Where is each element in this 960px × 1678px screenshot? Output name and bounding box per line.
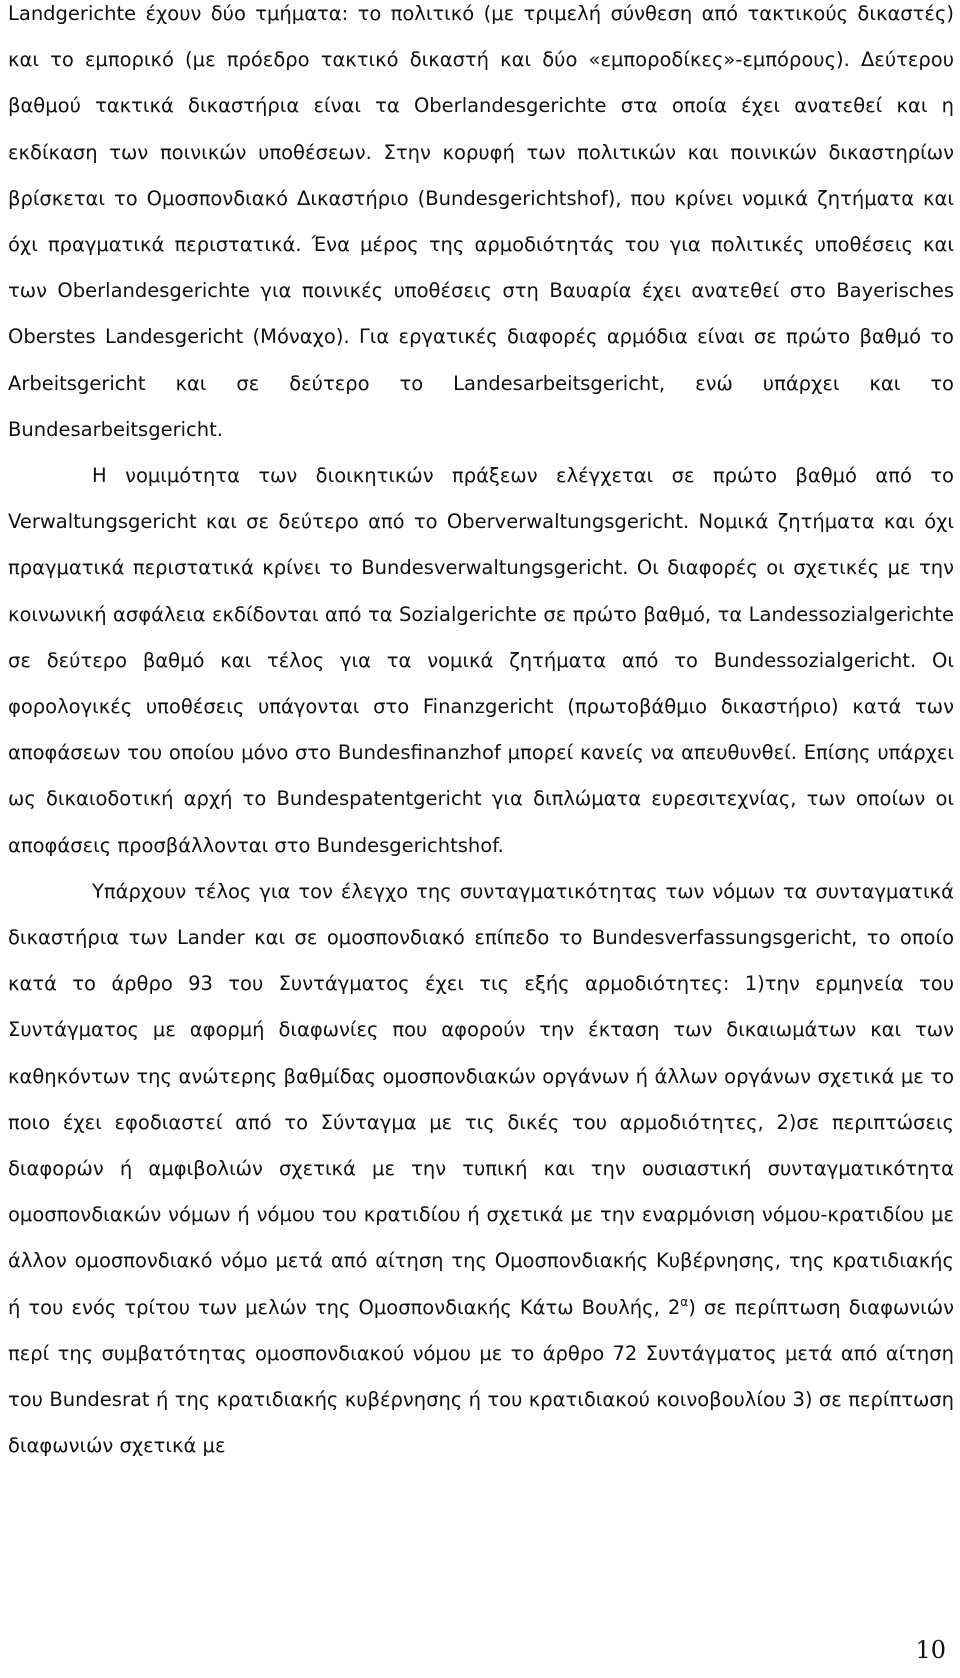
paragraph-courts-civil-criminal: Landgerichte έχουν δύο τμήματα: το πολιτικό (με τριμελή σύνθεση από τακτικούς δικαστές) και το εμπορικό (με πρόεδρο τακτικό δικαστή και δύο «εμποροδίκες»-εμπόρους). Δεύτερου βαθμού τακτικά δικαστήρια είναι τα Oberlandesgerichte στα οποία έχει ανατεθεί και η εκδίκαση των ποινικών υποθέσεων. Στην κορυφή των πολιτικών και ποινικών δικαστηρίων βρίσκεται το Ομοσπονδιακό Δικαστήριο (Bundesgerichtshof), που κρίνει νομικά ζητήματα και όχι πραγματικά περιστατικά. Ένα μέρος της αρμοδιότητάς του για πολιτικές υποθέσεις και των Oberlandesgerichte για ποινικές υποθέσεις στη Βαυαρία έχει ανατεθεί στο Bayerisches Oberstes Landesgericht (Μόναχο). Για εργατικές διαφορές αρμόδια είναι σε πρώτο βαθμό το Arbeitsgericht και σε δεύτερο το Landesarbeitsgericht, ενώ υπάρχει και το Bundesarbeitsgericht. <box>8 2 954 441</box>
document-page <box>8 0 954 1470</box>
paragraph-constitutional-court-continuation: ) σε περίπτωση διαφωνιών περί της συμβατότητας ομοσπονδιακού νόμου με το άρθρο 72 Συντάγματος μετά από αίτηση του Bundesrat ή της κρατιδιακής κυβέρνησης ή του κρατιδιακού κοινοβουλίου 3) σε περίπτωση διαφωνιών σχετικά με <box>8 1295 954 1458</box>
paragraph-constitutional-court-text: Υπάρχουν τέλος για τον έλεγχο της συνταγματικότητας των νόμων τα συνταγματικά δικαστήρια των Lander και σε ομοσπονδιακό επίπεδο το Bundesverfassungsgericht, το οποίο κατά το άρθρο 93 του Συντάγματος έχει τις εξής αρμοδιότητες: 1)την ερμηνεία του Συντάγματος με αφορμή διαφωνίες που αφορούν την έκταση των δικαιωμάτων και των καθηκόντων της ανώτερης βαθμίδας ομοσπονδιακών οργάνων ή άλλων οργάνων σχετικά με το ποιο έχει εφοδιαστεί από το Σύνταγμα με τις δικές του αρμοδιότητες, 2)σε περιπτώσεις διαφορών ή αμφιβολιών σχετικά με την τυπική και την ουσιαστική συνταγματικότητα ομοσπονδιακών νόμων ή νόμου του κρατιδίου ή σχετικά με την εναρμόνιση νόμου-κρατιδίου με άλλον ομοσπονδιακό νόμο μετά από αίτηση της Ομοσπονδιακής Κυβέρνησης, της κρατιδιακής ή του ενός τρίτου των μελών της Ομοσπονδιακής Κάτω Βουλής, 2 <box>8 879 954 1319</box>
superscript-alpha: α <box>680 1294 689 1309</box>
paragraph-constitutional-court <box>8 869 954 1470</box>
page-number: 10 <box>915 1636 946 1664</box>
paragraph-administrative-social-tax-courts: Η νομιμότητα των διοικητικών πράξεων ελέγχεται σε πρώτο βαθμό από το Verwaltungsgericht και σε δεύτερο από το Oberverwaltungsgericht. Νομικά ζητήματα και όχι πραγματικά περιστατικά κρίνει το Bundesverwaltungsgericht. Οι διαφορές οι σχετικές με την κοινωνική ασφάλεια εκδίδονται από τα Sozialgerichte σε πρώτο βαθμό, τα Landessozialgerichte σε δεύτερο βαθμό και τέλος για τα νομικά ζητήματα από το Bundessozialgericht. Οι φορολογικές υποθέσεις υπάγονται στο Finanzgericht (πρωτοβάθμιο δικαστήριο) κατά των αποφάσεων του οποίου μόνο στο Bundesfinanzhof μπορεί κανείς να απευθυνθεί. Επίσης υπάρχει ως δικαιοδοτική αρχή το Bundespatentgericht για διπλώματα ευρεσιτεχνίας, των οποίων οι αποφάσεις προσβάλλονται στο Bundesgerichtshof. <box>8 464 954 857</box>
